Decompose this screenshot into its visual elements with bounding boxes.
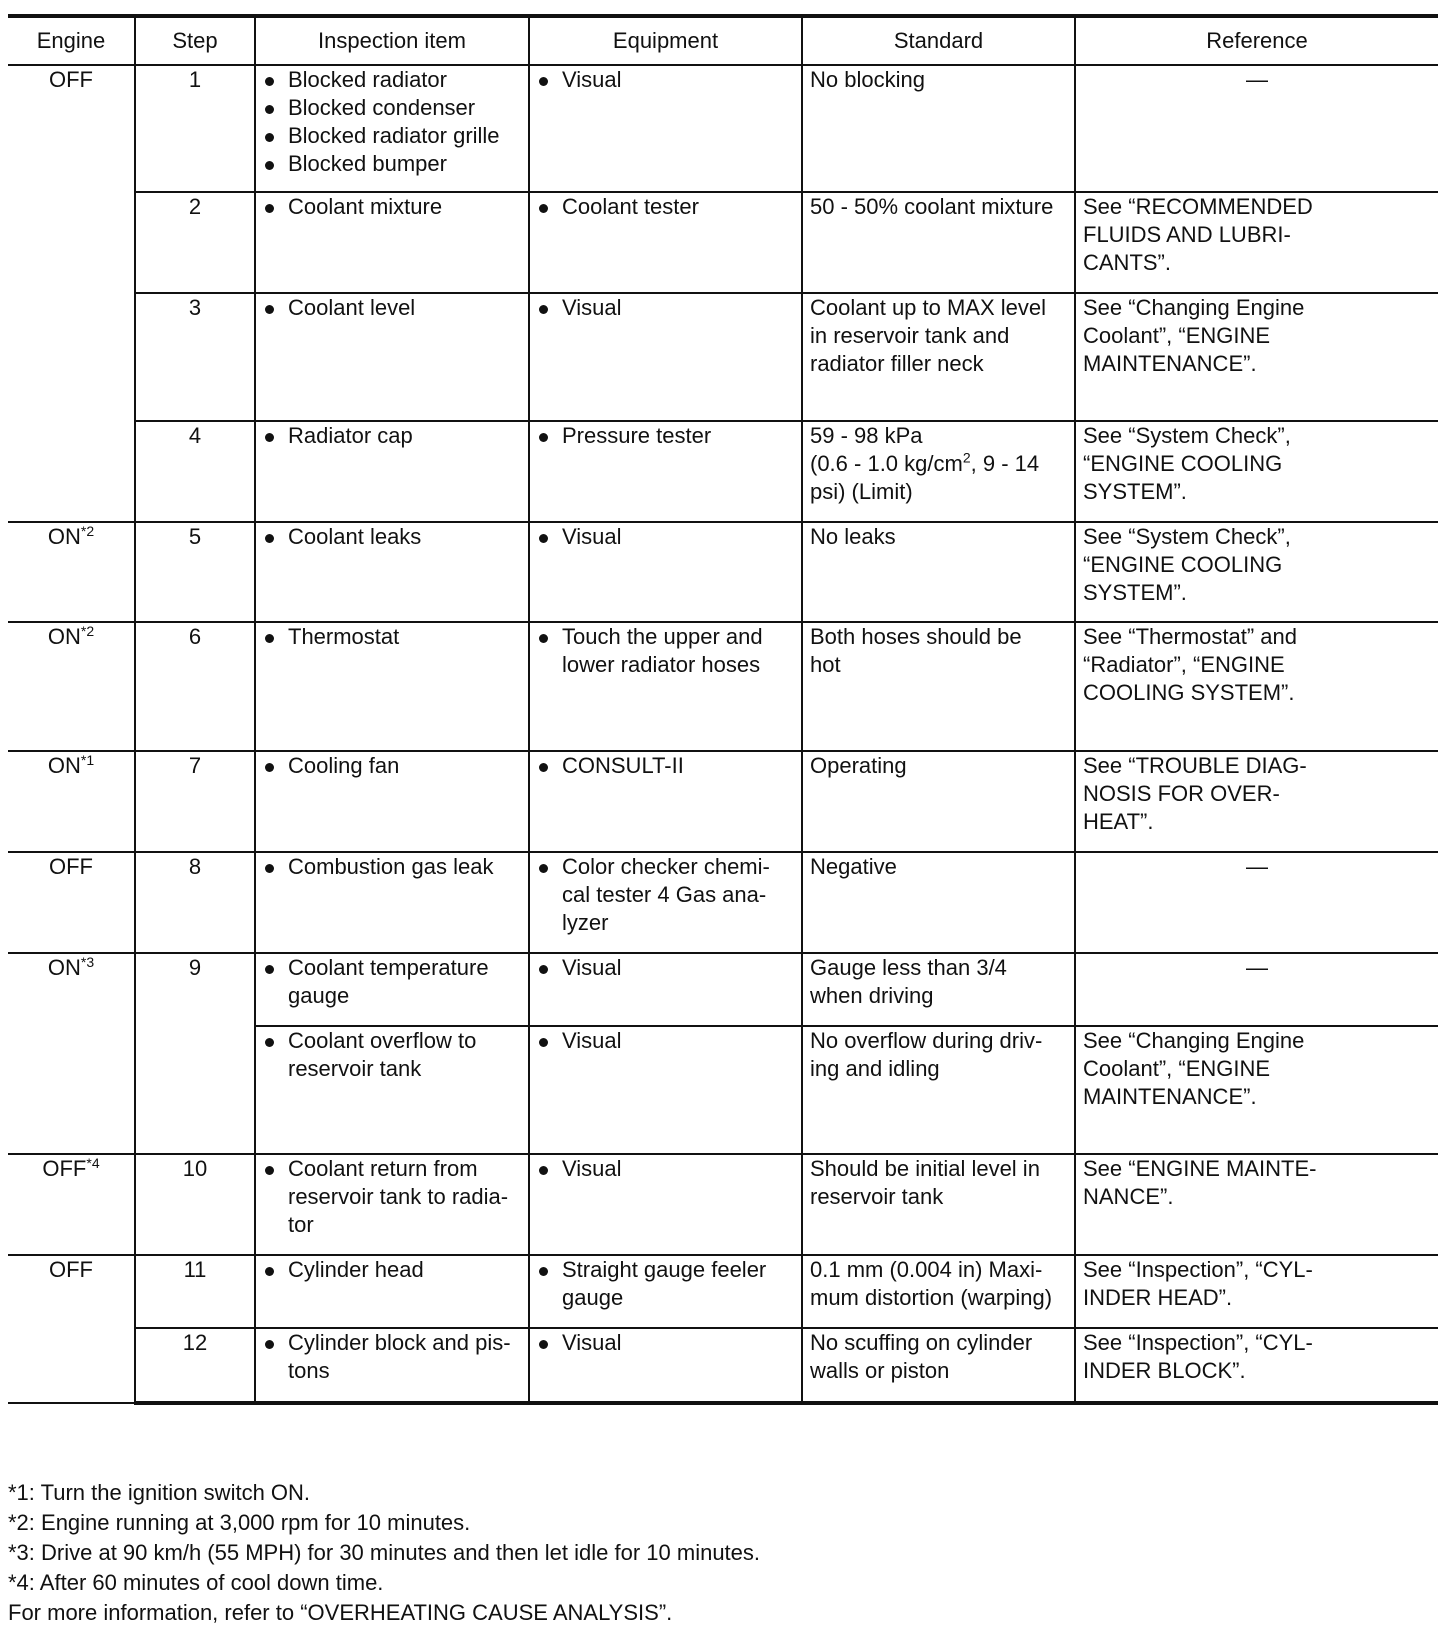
standard-cell: No leaks <box>802 522 1075 622</box>
inspection-item-cell <box>255 751 529 852</box>
equipment-item: Color checker chemi- cal tester 4 Gas ana- lyzer <box>537 853 794 937</box>
engine-cell <box>8 622 135 751</box>
equipment-item: Pressure tester <box>537 422 794 450</box>
step-number: 3 <box>135 293 255 421</box>
engine-note-mark: *2 <box>80 523 95 539</box>
step-number: 9 <box>135 953 255 1154</box>
inspection-item: Coolant temperature gauge <box>263 954 521 1010</box>
inspection-item: Blocked condenser <box>263 94 521 122</box>
reference-none: — <box>1075 953 1438 1026</box>
inspection-item-cell <box>255 1154 529 1255</box>
engine-state: OFF <box>49 854 93 879</box>
standard-cell <box>802 421 1075 522</box>
step-number: 7 <box>135 751 255 852</box>
equipment-item: Straight gauge feeler gauge <box>537 1256 794 1312</box>
table-row <box>8 65 1438 192</box>
equipment-cell <box>529 421 802 522</box>
step-number: 10 <box>135 1154 255 1255</box>
engine-state: OFF <box>49 1257 93 1282</box>
reference-none: — <box>1075 852 1438 953</box>
reference-cell: See “ENGINE MAINTE- NANCE”. <box>1075 1154 1438 1255</box>
table-row <box>8 192 1438 293</box>
equipment-item: Visual <box>537 1329 794 1357</box>
header-reference: Reference <box>1075 16 1438 65</box>
table-row <box>8 522 1438 622</box>
engine-state: OFF <box>42 1156 87 1181</box>
inspection-item-cell <box>255 522 529 622</box>
engine-cell <box>8 1154 135 1255</box>
standard-cell: Should be initial level in reservoir tank <box>802 1154 1075 1255</box>
inspection-item: Blocked radiator grille <box>263 122 521 150</box>
reference-cell: See “Inspection”, “CYL- INDER HEAD”. <box>1075 1255 1438 1328</box>
table-row <box>8 293 1438 421</box>
squared-mark: 2 <box>962 449 971 466</box>
equipment-item: Touch the upper and lower radiator hoses <box>537 623 794 679</box>
reference-none: — <box>1075 65 1438 192</box>
engine-cell <box>8 65 135 522</box>
equipment-item: Visual <box>537 294 794 322</box>
inspection-item: Cylinder block and pis- tons <box>263 1329 521 1385</box>
footnotes <box>8 1478 1438 1628</box>
pressure-metric: (0.6 - 1.0 kg/cm <box>810 451 963 476</box>
inspection-item: Coolant mixture <box>263 193 521 221</box>
table-row <box>8 953 1438 1026</box>
engine-state: ON <box>47 955 81 980</box>
standard-cell: No overflow during driv- ing and idling <box>802 1026 1075 1154</box>
engine-state: OFF <box>49 67 93 92</box>
equipment-cell <box>529 293 802 421</box>
equipment-cell <box>529 622 802 751</box>
inspection-item: Coolant return from reservoir tank to radia- tor <box>263 1155 521 1239</box>
engine-note-mark: *2 <box>80 623 95 639</box>
engine-note-mark: *4 <box>86 1155 100 1171</box>
inspection-item: Cooling fan <box>263 752 521 780</box>
inspection-item-cell <box>255 852 529 953</box>
step-number: 5 <box>135 522 255 622</box>
table-row <box>8 1154 1438 1255</box>
inspection-item-cell <box>255 293 529 421</box>
equipment-item: Visual <box>537 1027 794 1055</box>
engine-cell <box>8 852 135 953</box>
inspection-item-cell <box>255 1328 529 1403</box>
step-number: 11 <box>135 1255 255 1328</box>
inspection-item-cell <box>255 192 529 293</box>
reference-cell: See “TROUBLE DIAG- NOSIS FOR OVER- HEAT”. <box>1075 751 1438 852</box>
inspection-item: Coolant level <box>263 294 521 322</box>
equipment-cell <box>529 1328 802 1403</box>
reference-cell: See “System Check”, “ENGINE COOLING SYSTEM”. <box>1075 522 1438 622</box>
header-step: Step <box>135 16 255 65</box>
equipment-cell <box>529 953 802 1026</box>
inspection-item: Coolant leaks <box>263 523 521 551</box>
equipment-item: Coolant tester <box>537 193 794 221</box>
step-number: 6 <box>135 622 255 751</box>
step-number: 1 <box>135 65 255 192</box>
inspection-item-cell <box>255 421 529 522</box>
inspection-item-cell <box>255 953 529 1026</box>
equipment-cell <box>529 852 802 953</box>
standard-cell: Gauge less than 3/4 when driving <box>802 953 1075 1026</box>
footnote-1: *1: Turn the ignition switch ON. <box>8 1480 311 1505</box>
equipment-cell <box>529 751 802 852</box>
pressure-limit: psi) (Limit) <box>810 479 913 504</box>
table-row <box>8 751 1438 852</box>
standard-cell: Operating <box>802 751 1075 852</box>
inspection-item: Cylinder head <box>263 1256 521 1284</box>
inspection-item-cell <box>255 1026 529 1154</box>
header-standard: Standard <box>802 16 1075 65</box>
equipment-item: CONSULT-II <box>537 752 794 780</box>
engine-cell <box>8 1255 135 1403</box>
engine-cell <box>8 751 135 852</box>
inspection-item: Radiator cap <box>263 422 521 450</box>
reference-cell: See “RECOMMENDED FLUIDS AND LUBRI- CANTS”. <box>1075 192 1438 293</box>
more-info-note: For more information, refer to “OVERHEATING CAUSE ANALYSIS”. <box>8 1600 673 1625</box>
reference-cell: See “Inspection”, “CYL- INDER BLOCK”. <box>1075 1328 1438 1403</box>
standard-cell: Negative <box>802 852 1075 953</box>
step-number: 12 <box>135 1328 255 1403</box>
table-row <box>8 852 1438 953</box>
step-number: 2 <box>135 192 255 293</box>
equipment-cell <box>529 1255 802 1328</box>
engine-state: ON <box>47 524 81 549</box>
equipment-cell <box>529 1154 802 1255</box>
equipment-cell <box>529 522 802 622</box>
step-number: 8 <box>135 852 255 953</box>
footnote-4: *4: After 60 minutes of cool down time. <box>8 1570 384 1595</box>
inspection-item-cell <box>255 65 529 192</box>
inspection-item: Combustion gas leak <box>263 853 521 881</box>
standard-cell: Both hoses should be hot <box>802 622 1075 751</box>
reference-cell: See “Changing Engine Coolant”, “ENGINE MAINTENANCE”. <box>1075 293 1438 421</box>
table-row <box>8 1328 1438 1403</box>
engine-state: ON <box>47 624 81 649</box>
header-row <box>8 16 1438 65</box>
equipment-item: Visual <box>537 1155 794 1183</box>
header-equipment: Equipment <box>529 16 802 65</box>
table-row <box>8 1255 1438 1328</box>
inspection-item-cell <box>255 1255 529 1328</box>
table-row <box>8 622 1438 751</box>
engine-note-mark: *3 <box>80 954 95 970</box>
standard-cell: 0.1 mm (0.004 in) Maxi- mum distortion (warping) <box>802 1255 1075 1328</box>
inspection-item: Blocked bumper <box>263 150 521 178</box>
standard-cell: No scuffing on cylinder walls or piston <box>802 1328 1075 1403</box>
equipment-item: Visual <box>537 523 794 551</box>
equipment-cell <box>529 65 802 192</box>
inspection-item: Coolant overflow to reservoir tank <box>263 1027 521 1083</box>
standard-cell: No blocking <box>802 65 1075 192</box>
engine-note-mark: *1 <box>80 752 95 768</box>
inspection-table <box>8 14 1438 1405</box>
equipment-cell <box>529 192 802 293</box>
footnote-2: *2: Engine running at 3,000 rpm for 10 minutes. <box>8 1510 471 1535</box>
engine-cell <box>8 953 135 1154</box>
reference-cell: See “Changing Engine Coolant”, “ENGINE MAINTENANCE”. <box>1075 1026 1438 1154</box>
engine-cell <box>8 522 135 622</box>
reference-cell: See “Thermostat” and “Radiator”, “ENGINE COOLING SYSTEM”. <box>1075 622 1438 751</box>
header-inspection-item: Inspection item <box>255 16 529 65</box>
table-row <box>8 421 1438 522</box>
standard-cell: 50 - 50% coolant mixture <box>802 192 1075 293</box>
standard-cell: Coolant up to MAX level in reservoir tank and radiator filler neck <box>802 293 1075 421</box>
inspection-item-cell <box>255 622 529 751</box>
footnote-3: *3: Drive at 90 km/h (55 MPH) for 30 minutes and then let idle for 10 minutes. <box>8 1540 761 1565</box>
inspection-item: Thermostat <box>263 623 521 651</box>
step-number: 4 <box>135 421 255 522</box>
reference-cell: See “System Check”, “ENGINE COOLING SYSTEM”. <box>1075 421 1438 522</box>
engine-state: ON <box>47 753 81 778</box>
equipment-item: Visual <box>537 66 794 94</box>
header-engine: Engine <box>8 16 135 65</box>
pressure-range: 59 - 98 kPa <box>810 423 923 448</box>
equipment-cell <box>529 1026 802 1154</box>
equipment-item: Visual <box>537 954 794 982</box>
inspection-item: Blocked radiator <box>263 66 521 94</box>
pressure-imperial: , 9 - 14 <box>970 451 1040 476</box>
